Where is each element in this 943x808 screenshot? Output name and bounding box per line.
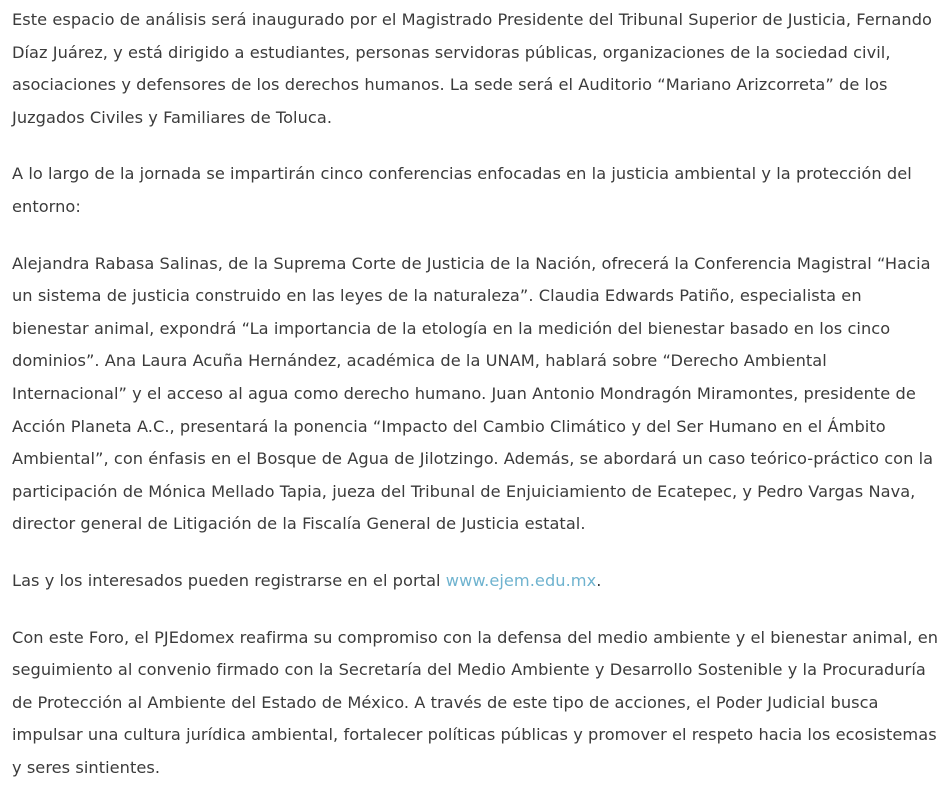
portal-link[interactable]: www.ejem.edu.mx	[445, 570, 597, 590]
paragraph-inauguration: Este espacio de análisis será inaugurado por el Magistrado Presidente del Tribunal Superior de Justicia, Fernando Díaz Juárez, y está dirigido a estudiantes, personas servidoras públicas, organizaciones de la sociedad civil, asociaciones y defensores de los derechos humanos. La sede será el Auditorio “Mariano Arizcorreta” de los Juzgados Civiles y Familiares de Toluca.	[12, 10, 932, 127]
paragraph-conferences-intro: A lo largo de la jornada se impartirán cinco conferencias enfocadas en la justicia ambiental y la protección del entorno:	[12, 164, 912, 216]
registration-period: .	[596, 570, 602, 590]
paragraph-commitment: Con este Foro, el PJEdomex reafirma su compromiso con la defensa del medio ambiente y el bienestar animal, en seguimiento al convenio firmado con la Secretaría del Medio Ambiente y Desarrollo Sostenible y la Procuraduría de Protección al Ambiente del Estado de México. A través de este tipo de acciones, el Poder Judicial busca impulsar una cultura jurídica ambiental, fortalecer políticas públicas y promover el respeto hacia los ecosistemas y seres sintientes.	[12, 627, 939, 777]
paragraph-speakers: Alejandra Rabasa Salinas, de la Suprema Corte de Justicia de la Nación, ofrecerá la Conferencia Magistral “Hacia un sistema de justicia construido en las leyes de la naturaleza”. Claudia Edwards Patiño, especialista en bienestar animal, expondrá “La importancia de la etología en la medición del bienestar basado en los cinco dominios”. Ana Laura Acuña Hernández, académica de la UNAM, hablará sobre “Derecho Ambiental Internacional” y el acceso al agua como derecho humano. Juan Antonio Mondragón Miramontes, presidente de Acción Planeta A.C., presentará la ponencia “Impacto del Cambio Climático y del Ser Humano en el Ámbito Ambiental”, con énfasis en el Bosque de Agua de Jilotzingo. Además, se abordará un caso teórico-práctico con la participación de Mónica Mellado Tapia, jueza del Tribunal de Enjuiciamiento de Ecatepec, y Pedro Vargas Nava, director general de Litigación de la Fiscalía General de Justicia estatal.	[12, 253, 934, 534]
article-body	[12, 4, 940, 808]
paragraph-registration	[12, 565, 940, 598]
registration-text: Las y los interesados pueden registrarse en el portal	[12, 570, 446, 590]
